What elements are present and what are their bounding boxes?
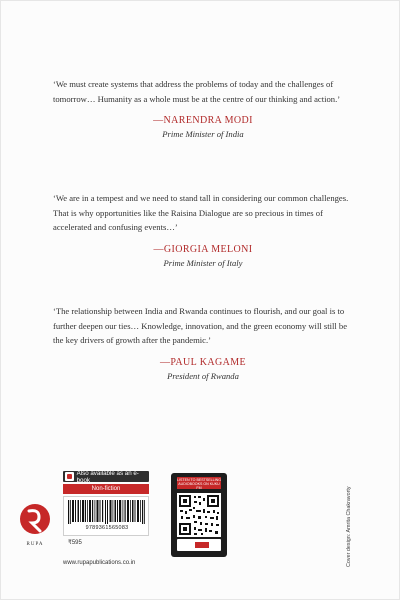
cover-credit: Cover design: Amrita Chakravorty [346, 486, 352, 567]
website-link[interactable]: www.rupapublications.co.in [63, 560, 136, 566]
logo-text: RUPA [26, 542, 44, 547]
quote-author: —GIORGIA MELONI [153, 243, 253, 255]
quote-meloni [53, 191, 353, 268]
ebook-banner [63, 471, 149, 482]
quote-modi [53, 77, 353, 139]
qr-caption: LISTEN TO BESTSELLING AUDIOBOOKS ON KUKU FM [177, 478, 222, 490]
quote-text: ‘We are in a tempest and we need to stand tall in considering our common challenges. That is why opportunities like the Raisina Dialogue are so precious in times of accelerated and confusing events…’ [53, 193, 349, 232]
genre-label: Non-fiction [63, 484, 149, 494]
qr-code-icon[interactable] [177, 493, 221, 537]
quote-role: Prime Minister of India [162, 129, 244, 139]
rupa-logo-icon [19, 501, 51, 541]
quote-author: —NARENDRA MODI [153, 115, 253, 126]
barcode-icon [68, 500, 146, 524]
isbn-number: 9789361565083 [85, 525, 129, 531]
ebook-label: Also available as an e-book [76, 469, 139, 484]
quote-kagame [53, 304, 353, 381]
quote-text: ‘The relationship between India and Rwanda continues to flourish, and our goal is to further deepen our ties… Knowledge, innovation, and the green economy will still be the key drivers of growth after the pandemic.’ [53, 306, 348, 345]
kukufm-logo-icon [195, 542, 209, 548]
barcode [63, 496, 149, 536]
quote-role: President of Rwanda [167, 370, 239, 381]
quote-role: Prime Minister of Italy [163, 257, 243, 268]
price: ₹595 [68, 540, 82, 546]
quote-text: ‘We must create systems that address the problems of today and the challenges of tomorrow… Humanity as a whole must be at the centre of our thinking and action.’ [53, 79, 341, 104]
qr-brand-strip [177, 539, 221, 551]
ebook-icon [65, 472, 74, 481]
quote-author: —PAUL KAGAME [159, 356, 246, 368]
